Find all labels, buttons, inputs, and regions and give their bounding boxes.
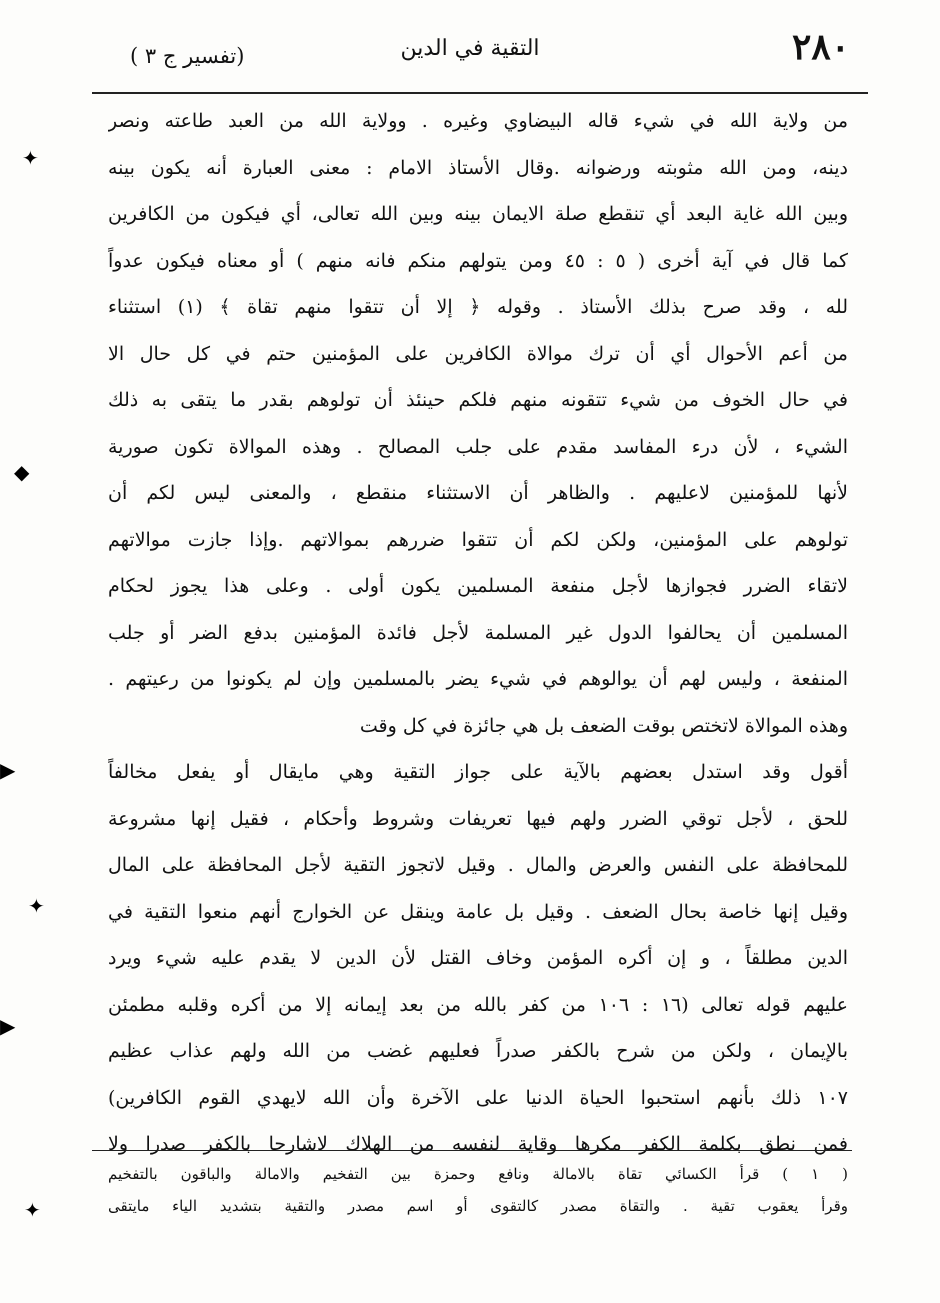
body-line: المسلمين أن يحالفوا الدول غير المسلمة لأجل فائدة المؤمنين بدفع الضر أو جلب — [108, 621, 848, 644]
scan-mark: ◆ — [14, 460, 30, 484]
footnote — [108, 1158, 848, 1222]
body-line: من ولاية الله في شيء قاله البيضاوي وغيره . وولاية الله من العبد طاعته ونصر — [108, 110, 848, 132]
footnote-line: وقرأ يعقوب تقية . والتقاة مصدر كالتقوى أو اسم مصدر والتقية بتشديد الياء مايتقى — [108, 1197, 848, 1215]
body-line: وقيل إنها خاصة بحال الضعف . وقيل بل عامة وينقل عن الخوارج أنهم منعوا التقية في — [108, 900, 848, 923]
body-line: أقول وقد استدل بعضهم بالآية على جواز التقية وهي مايقال أو يفعل مخالفاً — [108, 761, 848, 783]
body-line: الشيء ، لأن درء المفاسد مقدم على جلب المصالح . وهذه الموالاة تكون صورية — [108, 435, 848, 458]
body-line: وهذه الموالاة لاتختص بوقت الضعف بل هي جائزة في كل وقت — [359, 714, 848, 737]
scan-mark: ✦ — [24, 1198, 41, 1222]
body-line: كما قال في آية أخرى ( ٥ : ٤٥ ومن يتولهم منكم فانه منهم ) أو معناه فيكون عدواً — [108, 249, 848, 272]
scan-mark: ▶ — [0, 1014, 16, 1038]
body-line: دينه، ومن الله مثوبته ورضوانه .وقال الأستاذ الامام : معنى العبارة أنه يكون بينه — [108, 156, 848, 179]
page-number: ٢٨٠ — [791, 26, 850, 68]
body-line: للحق ، لأجل توقي الضرر ولهم فيها تعريفات وشروط وأحكام ، فقيل إنها مشروعة — [108, 807, 848, 830]
header-rule — [92, 92, 868, 94]
body-line: في حال الخوف من شيء تتقونه منهم فلكم حينئذ أن تولوهم بقدر ما يتقى به ذلك — [108, 389, 848, 411]
body-line: بالإيمان ، ولكن من شرح بالكفر صدراً فعليهم غضب من الله ولهم عذاب عظيم — [108, 1040, 848, 1062]
body-line: عليهم قوله تعالى (١٦ : ١٠٦ من كفر بالله من بعد إيمانه إلا من أكره وقلبه مطمئن — [108, 993, 848, 1016]
section-title: ( تفسير ج ٣) — [130, 44, 245, 68]
body-line: لله ، وقد صرح بذلك الأستاذ . وقوله ﴿ إلا أن تتقوا منهم تقاة ﴾ (١) استثناء — [108, 296, 848, 318]
body-line: تولوهم على المؤمنين، ولكن لكم أن تتقوا ضررهم بموالاتهم .وإذا جازت موالاتهم — [108, 528, 848, 551]
page-header — [90, 22, 850, 92]
running-title: التقية في الدين — [400, 36, 540, 61]
body-line: للمحافظة على النفس والعرض والمال . وقيل لاتجوز التقية لأجل المحافظة على المال — [108, 854, 848, 876]
body-line: الدين مطلقاً ، و إن أكره المؤمن وخاف القتل لأن الدين لا يقدم عليه شيء ويرد — [108, 947, 848, 969]
body-line: فمن نطق بكلمة الكفر مكرها وقاية لنفسه من الهلاك لاشارحا بالكفر صدرا ولا — [108, 1133, 848, 1155]
footnote-line: ( ١ ) قرأ الكسائي تقاة بالامالة ونافع وحمزة بين التفخيم والامالة والباقون بالتفخيم — [108, 1165, 848, 1183]
body-line: وبين الله غاية البعد أي تنقطع صلة الايمان بينه وبين الله تعالى، أي فيكون من الكافرين — [108, 203, 848, 225]
body-line: لأنها للمؤمنين لاعليهم . والظاهر أن الاستثناء منقطع ، والمعنى ليس لكم أن — [108, 482, 848, 504]
body-line: من أعم الأحوال أي أن ترك موالاة الكافرين على المؤمنين حتم في كل حال الا — [108, 342, 848, 365]
scan-mark: ✦ — [22, 146, 39, 170]
body-line: المنفعة ، وليس لهم أن يوالوهم في شيء يضر بالمسلمين وإن لم يكونوا من رعيتهم . — [108, 668, 848, 690]
body-line: ١٠٧ ذلك بأنهم استحبوا الحياة الدنيا على الآخرة وأن الله لايهدي القوم الكافرين) — [108, 1086, 848, 1109]
body-line: لاتقاء الضرر فجوازها لأجل منفعة المسلمين يكون أولى . وعلى هذا يجوز لحكام — [108, 575, 848, 597]
footnote-rule — [92, 1150, 852, 1151]
body-text — [108, 98, 848, 1168]
scan-mark: ▶ — [0, 758, 16, 782]
scan-mark: ✦ — [28, 894, 45, 918]
